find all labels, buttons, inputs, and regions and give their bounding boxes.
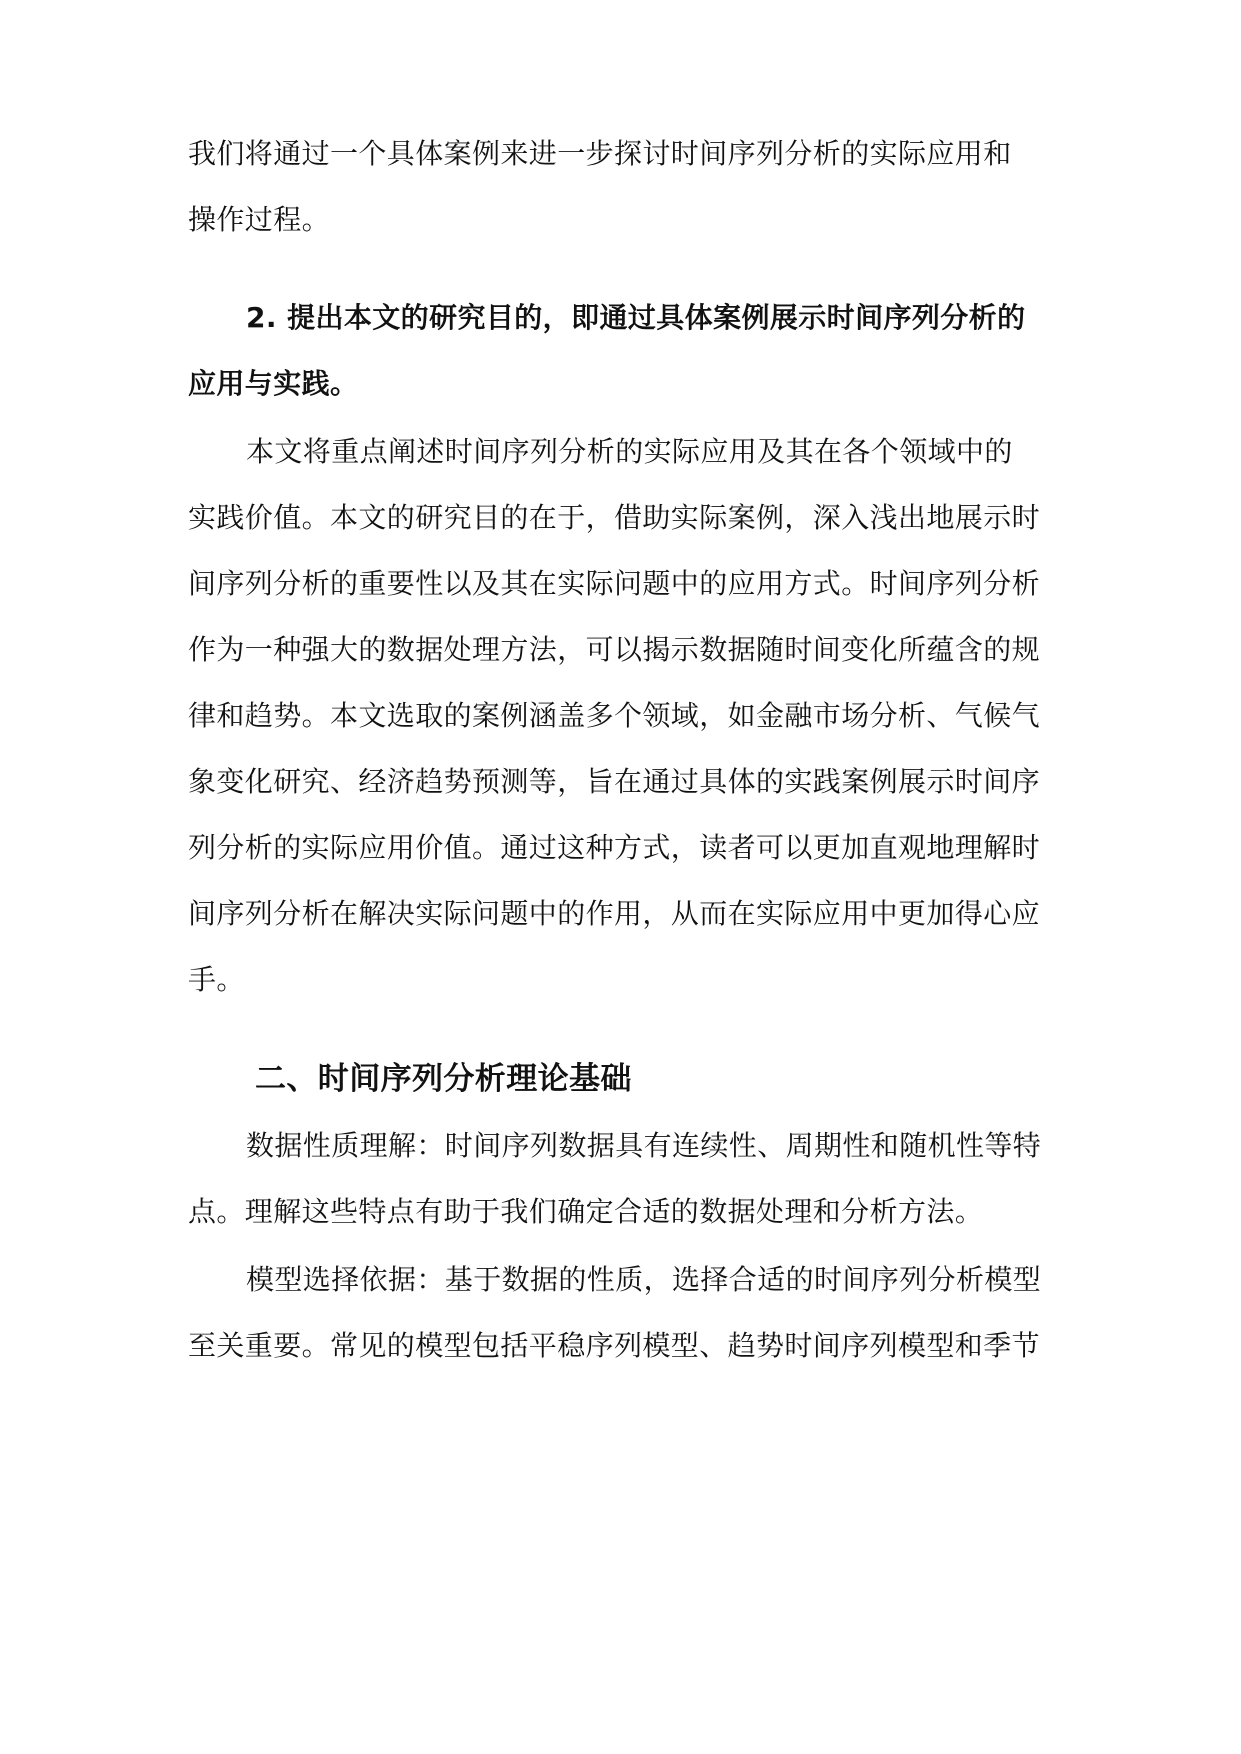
text-line: 模型选择依据：基于数据的性质，选择合适的时间序列分析模型 xyxy=(246,1263,1042,1296)
text-line: 本文将重点阐述时间序列分析的实际应用及其在各个领域中的 xyxy=(246,435,1013,468)
text-line: 数据性质理解：时间序列数据具有连续性、周期性和随机性等特 xyxy=(246,1129,1042,1162)
text-line: 操作过程。 xyxy=(188,203,331,236)
text-line: 我们将通过一个具体案例来进一步探讨时间序列分析的实际应用和 xyxy=(188,137,1012,170)
text-line: 手。 xyxy=(188,963,245,996)
subheading-line: 2. 提出本文的研究目的，即通过具体案例展示时间序列分析的 xyxy=(246,301,1026,334)
text-line: 作为一种强大的数据处理方法，可以揭示数据随时间变化所蕴含的规 xyxy=(188,633,1041,666)
text-line: 间序列分析的重要性以及其在实际问题中的应用方式。时间序列分析 xyxy=(188,567,1041,600)
text-line: 象变化研究、经济趋势预测等，旨在通过具体的实践案例展示时间序 xyxy=(188,765,1041,798)
text-line: 至关重要。常见的模型包括平稳序列模型、趋势时间序列模型和季节 xyxy=(188,1329,1041,1362)
section-title: 二、时间序列分析理论基础 xyxy=(255,1061,632,1097)
text-line: 律和趋势。本文选取的案例涵盖多个领域，如金融市场分析、气候气 xyxy=(188,699,1041,732)
text-line: 间序列分析在解决实际问题中的作用，从而在实际应用中更加得心应 xyxy=(188,897,1041,930)
text-line: 实践价值。本文的研究目的在于，借助实际案例，深入浅出地展示时 xyxy=(188,501,1041,534)
text-line: 点。理解这些特点有助于我们确定合适的数据处理和分析方法。 xyxy=(188,1195,984,1228)
text-line: 列分析的实际应用价值。通过这种方式，读者可以更加直观地理解时 xyxy=(188,831,1041,864)
subheading-line: 应用与实践。 xyxy=(188,367,359,400)
